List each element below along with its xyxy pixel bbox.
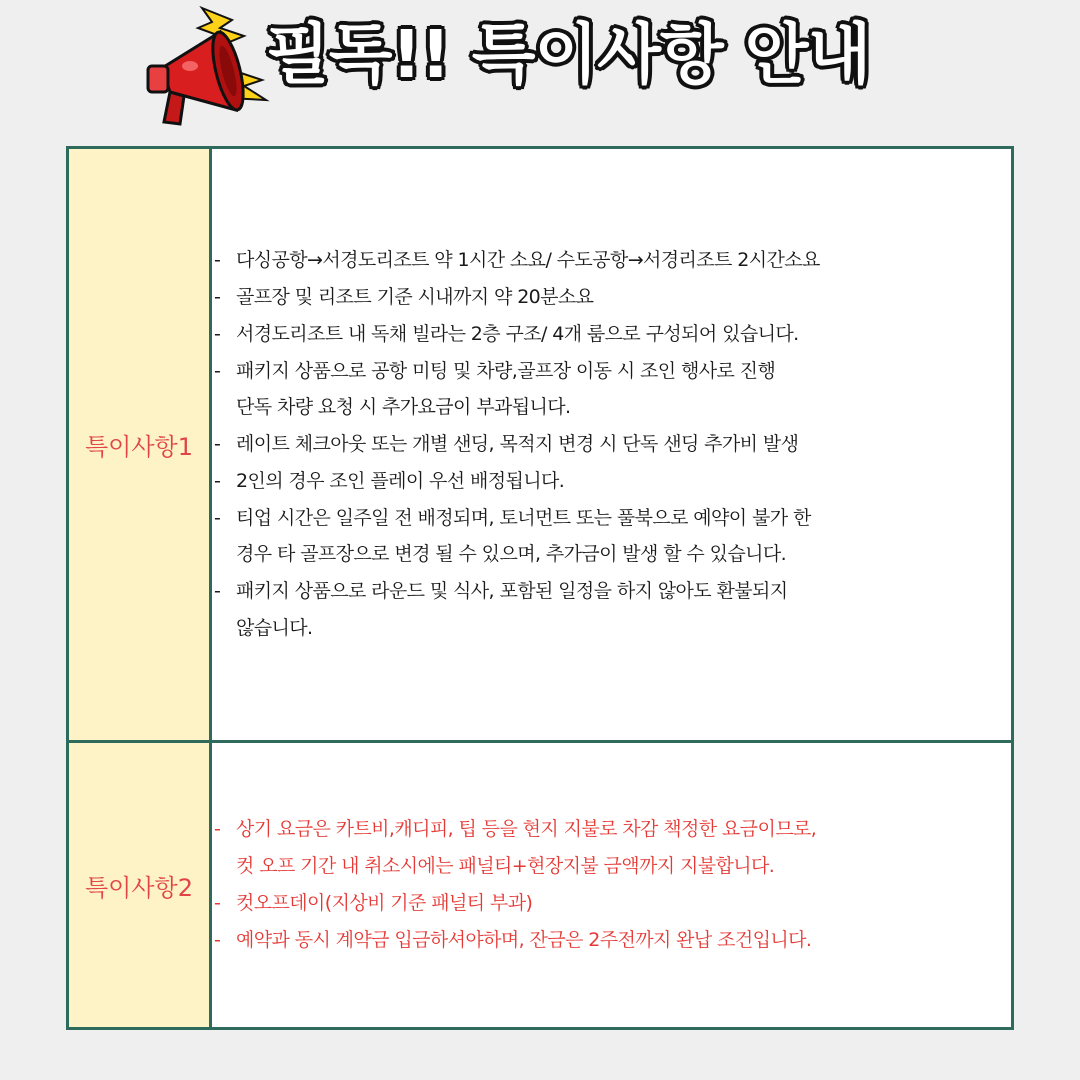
section-content-cell: [211, 148, 1013, 742]
megaphone-icon: [140, 6, 270, 134]
list-item: - 패키지 상품으로 공항 미팅 및 차량,골프장 이동 시 조인 행사로 진행 단독 차량 요청 시 추가요금이 부과됩니다.: [212, 353, 1011, 427]
notice-list: [212, 242, 1011, 647]
list-item: - 서경도리조트 내 독채 빌라는 2층 구조/ 4개 룸으로 구성되어 있습니다.: [212, 316, 1011, 353]
table-row: [68, 148, 1013, 742]
list-item: - 다싱공항→서경도리조트 약 1시간 소요/ 수도공항→서경리조트 2시간소요: [212, 242, 1011, 279]
page-title: 필독!! 특이사항 안내: [266, 16, 871, 93]
list-item: - 레이트 체크아웃 또는 개별 샌딩, 목적지 변경 시 단독 샌딩 추가비 발생: [212, 426, 1011, 463]
list-item: - 컷오프데이(지상비 기준 패널티 부과): [212, 885, 1011, 922]
list-item: - 패키지 상품으로 라운드 및 식사, 포함된 일정을 하지 않아도 환불되지 않습니다.: [212, 573, 1011, 647]
notice-list: [212, 811, 1011, 958]
section-label-cell: [68, 742, 211, 1029]
notice-table: [66, 146, 1014, 1030]
list-item: - 예약과 동시 계약금 입금하셔야하며, 잔금은 2주전까지 완납 조건입니다.: [212, 922, 1011, 959]
section-label: 특이사항2: [84, 873, 193, 902]
list-item: - 티업 시간은 일주일 전 배정되며, 토너먼트 또는 풀북으로 예약이 불가 한 경우 타 골프장으로 변경 될 수 있으며, 추가금이 발생 할 수 있습니다.: [212, 500, 1011, 574]
section-label-cell: [68, 148, 211, 742]
list-item: - 상기 요금은 카트비,캐디피, 팁 등을 현지 지불로 차감 책정한 요금이므로, 컷 오프 기간 내 취소시에는 패널티+현장지불 금액까지 지불합니다.: [212, 811, 1011, 885]
section-content-cell: [211, 742, 1013, 1029]
list-item: - 2인의 경우 조인 플레이 우선 배정됩니다.: [212, 463, 1011, 500]
section-label: 특이사항1: [84, 433, 193, 461]
table-row: [68, 742, 1013, 1029]
list-item: - 골프장 및 리조트 기준 시내까지 약 20분소요: [212, 279, 1011, 316]
header: [0, 0, 1080, 140]
